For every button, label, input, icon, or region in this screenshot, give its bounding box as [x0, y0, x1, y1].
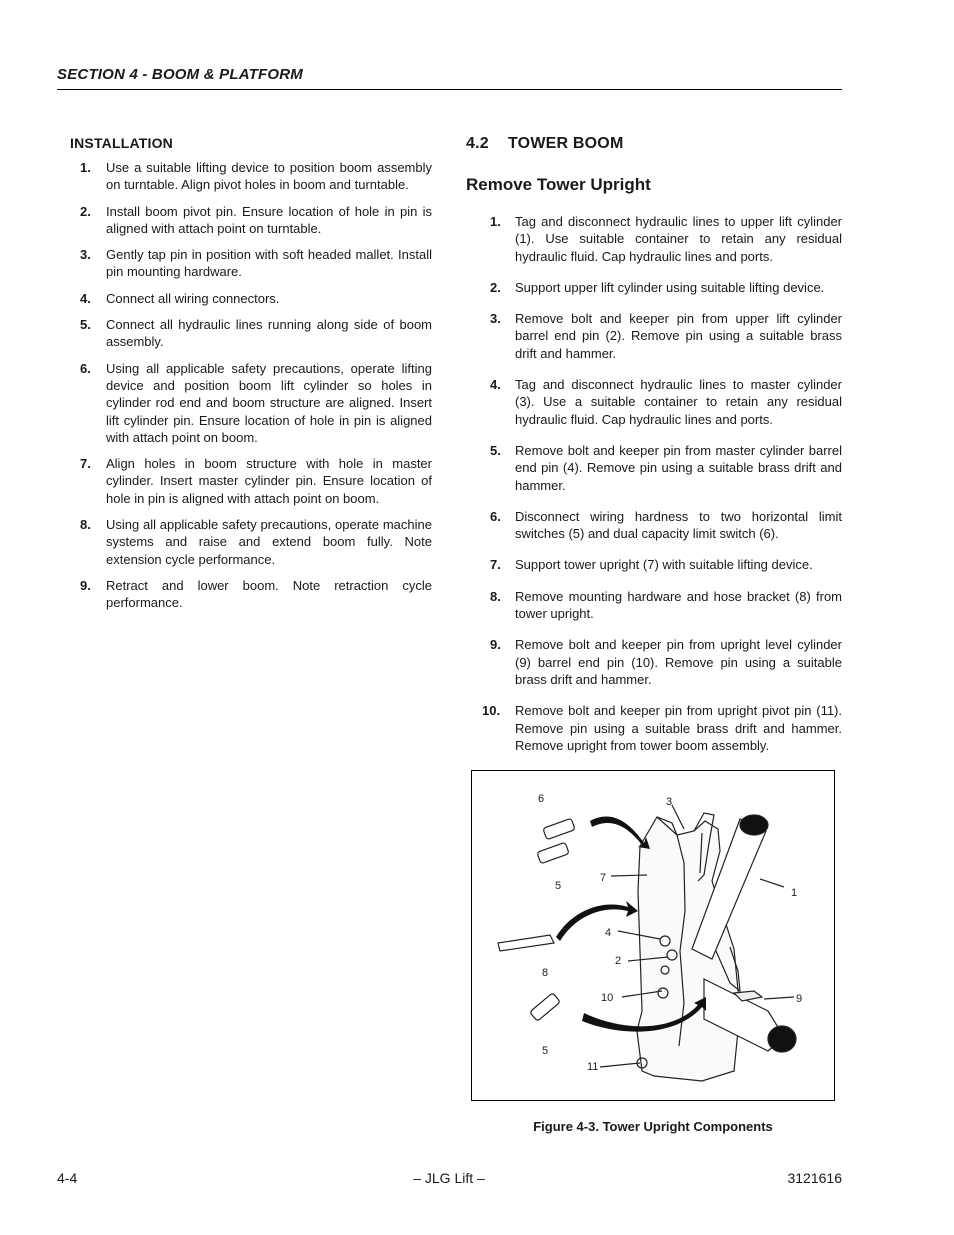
step-text: Using all applicable safety precautions, operate machine systems and raise and extend boom fully. Note extension cycle performance. [106, 517, 432, 567]
step-number: 6. [80, 360, 91, 376]
step-item [466, 213, 842, 265]
step-item [466, 556, 842, 573]
installation-steps [70, 159, 432, 612]
header-divider [57, 89, 842, 90]
step-number: 4. [80, 290, 91, 306]
step-number: 4. [490, 377, 501, 393]
callout-4: 4 [605, 927, 612, 939]
page-number: 4-4 [57, 1170, 78, 1186]
step-item [70, 159, 432, 194]
callout-11: 11 [587, 1061, 599, 1073]
document-number: 3121616 [787, 1170, 842, 1186]
footer-brand: – JLG Lift – [413, 1170, 485, 1186]
step-number: 3. [80, 247, 91, 263]
callout-3: 3 [666, 796, 673, 808]
step-number: 9. [80, 577, 91, 593]
step-item [466, 702, 842, 754]
step-item [70, 360, 432, 446]
step-item [466, 636, 842, 688]
step-number: 8. [80, 517, 91, 533]
step-number: 5. [80, 317, 91, 333]
callout-7: 7 [600, 872, 607, 884]
procedure-heading: Remove Tower Upright [466, 175, 651, 194]
step-text: Connect all hydraulic lines running along side of boom assembly. [106, 317, 432, 350]
step-text: Tag and disconnect hydraulic lines to master cylinder (3). Use a suitable container to retain any residual hydraulic fluid. Cap hydraulic lines and ports. [515, 377, 842, 427]
step-text: Install boom pivot pin. Ensure location of hole in pin is aligned with attach point on turntable. [106, 203, 432, 236]
tower-upright-figure [471, 770, 835, 1101]
step-text: Retract and lower boom. Note retraction cycle performance. [106, 577, 432, 611]
step-number: 5. [490, 442, 501, 458]
step-item [70, 290, 432, 307]
section-heading [466, 135, 842, 153]
step-text: Remove bolt and keeper pin from upright level cylinder (9) barrel end pin (10). Remove pin using a suitable brass drift and hammer. [515, 637, 842, 687]
step-item [70, 203, 432, 238]
step-number: 10. [482, 703, 501, 719]
step-text: Support upper lift cylinder using suitable lifting device. [515, 279, 825, 295]
step-text: Remove bolt and keeper pin from upright pivot pin (11). Remove pin using a suitable brass drift and hammer. Remove upright from tower boom assembly. [515, 703, 842, 753]
step-text: Using all applicable safety precautions, operate lifting device and position boom lift cylinder so holes in cylinder rod end and boom structure are aligned. Insert lift cylinder pin. Ensure location of hole in pin is aligned with attach point on boom. [106, 360, 432, 445]
step-text: Remove bolt and keeper pin from master cylinder barrel end pin (4). Remove pin using a suitable brass drift and hammer. [515, 442, 842, 493]
step-item [466, 442, 842, 494]
step-item [466, 376, 842, 428]
step-item [70, 516, 432, 568]
tower-upright-steps [466, 213, 842, 754]
section-number: 4.2 [466, 135, 489, 152]
step-number: 6. [490, 508, 501, 524]
callout-5-upper: 5 [555, 880, 562, 892]
callout-2: 2 [615, 955, 622, 967]
tower-boom-column [466, 135, 842, 768]
step-item [466, 279, 842, 296]
callout-1: 1 [791, 887, 798, 899]
installation-column [70, 135, 432, 621]
step-item [466, 508, 842, 543]
callout-8: 8 [542, 967, 549, 979]
step-item [466, 588, 842, 623]
step-number: 8. [490, 588, 501, 604]
section-header: SECTION 4 - BOOM & PLATFORM [57, 66, 303, 83]
callout-9: 9 [796, 993, 803, 1005]
step-number: 1. [80, 160, 91, 175]
step-text: Disconnect wiring hardness to two horizontal limit switches (5) and dual capacity limit switch (6). [515, 508, 842, 542]
step-number: 7. [80, 456, 91, 472]
step-number: 2. [80, 203, 91, 219]
step-number: 2. [490, 279, 501, 295]
step-text: Remove mounting hardware and hose bracket (8) from tower upright. [515, 588, 842, 622]
step-text: Tag and disconnect hydraulic lines to upper lift cylinder (1). Use suitable container to retain any residual hydraulic fluid. Cap hydraulic lines and ports. [515, 214, 842, 264]
step-text: Use a suitable lifting device to position boom assembly on turntable. Align pivot holes in boom and turntable. [106, 160, 432, 193]
step-item [466, 310, 842, 362]
figure-caption: Figure 4-3. Tower Upright Components [533, 1119, 773, 1134]
callout-6: 6 [538, 793, 545, 805]
step-number: 3. [490, 311, 501, 327]
step-number: 9. [490, 637, 501, 653]
step-text: Support tower upright (7) with suitable lifting device. [515, 557, 813, 573]
section-title: TOWER BOOM [508, 135, 624, 152]
tower-upright-illustration [472, 771, 834, 1100]
step-text: Remove bolt and keeper pin from upper lift cylinder barrel end pin (2). Remove pin using a suitable brass drift and hammer. [515, 311, 842, 361]
step-item [70, 455, 432, 507]
step-text: Gently tap pin in position with soft headed mallet. Install pin mounting hardware. [106, 247, 432, 280]
callout-10: 10 [601, 992, 614, 1004]
step-item [70, 246, 432, 281]
step-number: 1. [490, 214, 501, 229]
step-item [70, 577, 432, 612]
callout-5-lower: 5 [542, 1045, 549, 1057]
step-text: Align holes in boom structure with hole in master cylinder. Insert master cylinder pin. Ensure location of hole in pin is aligned with attach point on boom. [106, 456, 432, 506]
step-item [70, 316, 432, 351]
installation-heading: INSTALLATION [70, 135, 173, 151]
step-number: 7. [490, 557, 501, 573]
step-text: Connect all wiring connectors. [106, 290, 280, 306]
